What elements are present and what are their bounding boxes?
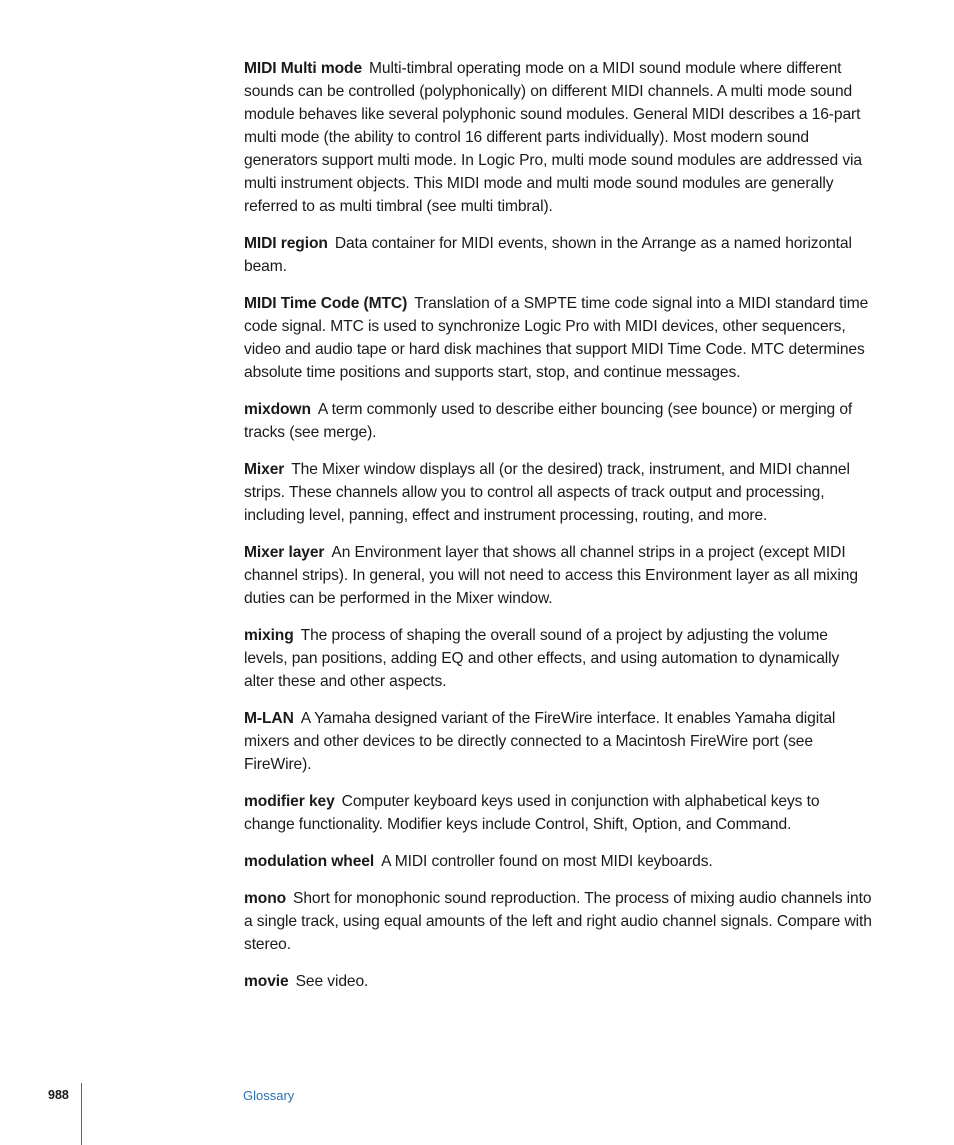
entry-term: mono bbox=[244, 890, 287, 907]
glossary-entry bbox=[244, 790, 872, 836]
footer-divider bbox=[81, 1083, 82, 1145]
glossary-entry bbox=[244, 398, 872, 444]
entry-definition: Multi-timbral operating mode on a MIDI sound module where different sounds can be controlled (polyphonically) on different MIDI channels. A multi mode sound module behaves like several polyphonic sound modules. General MIDI describes a 16-part multi mode (the ability to control 16 different parts individually). Most modern sound generators support multi mode. In Logic Pro, multi mode sound modules are addressed via multi instrument objects. This MIDI mode and multi mode sound modules are generally referred to as multi timbral (see multi timbral). bbox=[244, 60, 862, 215]
entry-definition: Computer keyboard keys used in conjunction with alphabetical keys to change functionality. Modifier keys include Control, Shift, Option, and Command. bbox=[244, 793, 820, 833]
entry-definition: The process of shaping the overall sound of a project by adjusting the volume levels, pan positions, adding EQ and other effects, and using automation to dynamically alter these and other aspects. bbox=[244, 627, 840, 690]
glossary-entry bbox=[244, 624, 872, 693]
glossary-entry bbox=[244, 707, 872, 776]
glossary-entry bbox=[244, 541, 872, 610]
entry-term: Mixer bbox=[244, 461, 285, 478]
glossary-entry bbox=[244, 458, 872, 527]
entry-term: mixdown bbox=[244, 401, 311, 418]
page-number: 988 bbox=[48, 1088, 69, 1102]
entry-term: modulation wheel bbox=[244, 853, 375, 870]
entry-term: mixing bbox=[244, 627, 294, 644]
glossary-entry bbox=[244, 292, 872, 384]
entry-term: M-LAN bbox=[244, 710, 294, 727]
glossary-entry bbox=[244, 970, 872, 993]
entry-definition: A term commonly used to describe either bouncing (see bounce) or merging of tracks (see merge). bbox=[244, 401, 853, 441]
entry-definition: A Yamaha designed variant of the FireWire interface. It enables Yamaha digital mixers and other devices to be directly connected to a Macintosh FireWire port (see FireWire). bbox=[244, 710, 836, 773]
entry-definition: Short for monophonic sound reproduction. The process of mixing audio channels into a single track, using equal amounts of the left and right audio channel signals. Compare with stereo. bbox=[244, 890, 872, 953]
entry-term: MIDI region bbox=[244, 235, 328, 252]
entry-definition: Translation of a SMPTE time code signal into a MIDI standard time code signal. MTC is used to synchronize Logic Pro with MIDI devices, other sequencers, video and audio tape or hard disk machines that support MIDI Time Code. MTC determines absolute time positions and supports start, stop, and continue messages. bbox=[244, 295, 869, 381]
entry-term: MIDI Time Code (MTC) bbox=[244, 295, 408, 312]
entry-definition: See video. bbox=[295, 973, 369, 990]
entry-definition: A MIDI controller found on most MIDI keyboards. bbox=[381, 853, 713, 870]
entry-definition: The Mixer window displays all (or the desired) track, instrument, and MIDI channel strips. These channels allow you to control all aspects of track output and processing, including level, panning, effect and instrument processing, routing, and more. bbox=[244, 461, 850, 524]
glossary-entry bbox=[244, 887, 872, 956]
entry-term: modifier key bbox=[244, 793, 335, 810]
entry-definition: Data container for MIDI events, shown in the Arrange as a named horizontal beam. bbox=[244, 235, 852, 275]
entry-term: movie bbox=[244, 973, 289, 990]
glossary-entry bbox=[244, 850, 872, 873]
entry-definition: An Environment layer that shows all channel strips in a project (except MIDI channel strips). In general, you will not need to access this Environment layer as all mixing duties can be performed in the Mixer window. bbox=[244, 544, 858, 607]
glossary-entry bbox=[244, 232, 872, 278]
section-title: Glossary bbox=[243, 1088, 295, 1103]
entry-term: Mixer layer bbox=[244, 544, 325, 561]
entry-term: MIDI Multi mode bbox=[244, 60, 363, 77]
glossary-entries bbox=[244, 57, 872, 1007]
glossary-entry bbox=[244, 57, 872, 218]
